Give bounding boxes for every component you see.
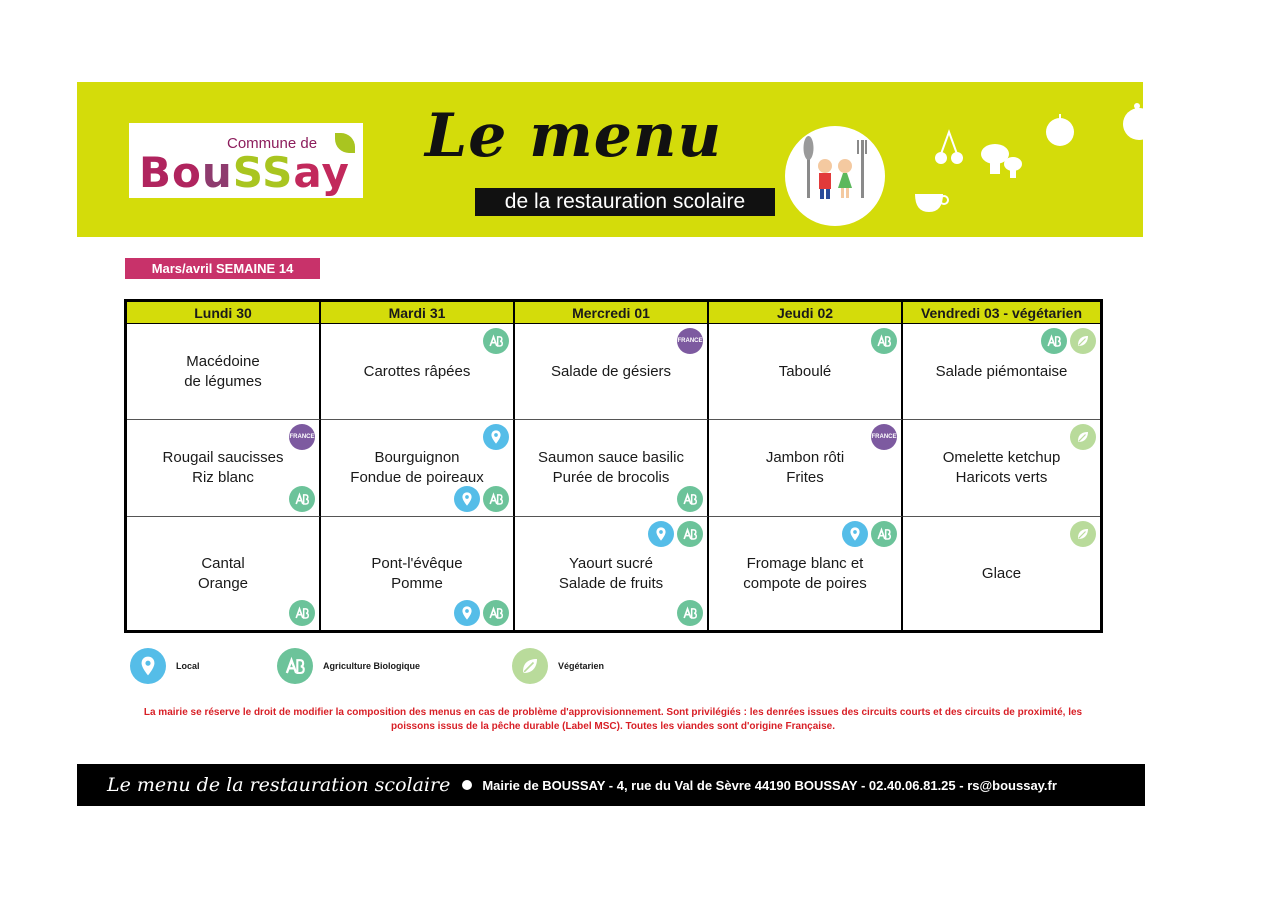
dish-line: Bourguignon bbox=[374, 449, 460, 466]
mushroom-icon bbox=[977, 142, 1023, 182]
dish-line: Salade de gésiers bbox=[550, 362, 672, 380]
legend-vegetarien bbox=[512, 648, 604, 684]
badges-bottom bbox=[289, 600, 315, 626]
day-header: Jeudi 02 bbox=[709, 302, 903, 324]
local-icon-glyph bbox=[845, 524, 865, 544]
logo-part-2: u bbox=[201, 148, 233, 197]
ab-bio-icon bbox=[871, 328, 897, 354]
dish-line: Haricots verts bbox=[955, 469, 1048, 486]
ab-bio-icon-glyph bbox=[292, 603, 312, 623]
logo-commune-text: Commune de bbox=[227, 135, 318, 152]
ab-bio-icon bbox=[289, 486, 315, 512]
dish-line: Riz blanc bbox=[192, 469, 254, 486]
badges-top bbox=[483, 424, 509, 450]
logo-part-4: ay bbox=[293, 148, 350, 197]
vegetarian-leaf-icon-glyph bbox=[1073, 331, 1093, 351]
kids-illustration bbox=[785, 126, 885, 226]
dish-line: Macédoine bbox=[186, 352, 260, 370]
ab-bio-icon bbox=[871, 521, 897, 547]
dish-line: Purée de brocolis bbox=[552, 469, 670, 486]
origine-france-icon: FRANCE bbox=[677, 328, 703, 354]
ab-bio-icon-glyph bbox=[292, 489, 312, 509]
legend-bio bbox=[277, 648, 420, 684]
local-icon-glyph bbox=[651, 524, 671, 544]
ab-bio-icon-glyph bbox=[486, 489, 506, 509]
origine-france-icon: FRANCE bbox=[871, 424, 897, 450]
ab-bio-icon bbox=[483, 486, 509, 512]
ab-bio-icon-glyph bbox=[680, 489, 700, 509]
vegetarian-leaf-icon bbox=[1070, 521, 1096, 547]
menu-cell bbox=[515, 517, 709, 630]
week-label: Mars/avril SEMAINE 14 bbox=[125, 258, 320, 279]
menu-cell bbox=[515, 324, 709, 420]
ab-bio-icon bbox=[1041, 328, 1067, 354]
local-icon bbox=[483, 424, 509, 450]
local-icon-glyph bbox=[486, 427, 506, 447]
ab-bio-icon-glyph bbox=[281, 652, 309, 680]
logo-part-1: Bo bbox=[139, 148, 202, 197]
badges-top bbox=[871, 328, 897, 354]
dish-line: Saumon sauce basilic bbox=[538, 449, 684, 466]
menu-cell bbox=[127, 420, 321, 517]
dish-line: de légumes bbox=[184, 372, 262, 390]
vegetarian-leaf-icon bbox=[512, 648, 548, 684]
dish-line: Pont-l'évêque bbox=[371, 554, 463, 572]
dish-line: Pomme bbox=[391, 574, 443, 592]
local-icon bbox=[842, 521, 868, 547]
logo-part-3: SS bbox=[232, 148, 294, 197]
menu-cell bbox=[709, 324, 903, 420]
dish-line: Omelette ketchup bbox=[942, 449, 1061, 466]
supply-notice: La mairie se réserve le droit de modifier la composition des menus en cas de problème d'approvisionnement. Sont privilégiés : les denrées issues des circuits courts et des circuits de proximité, les poissons issus de la pêche durable (Label MSC). Toutes les viandes sont d'origine Française. bbox=[143, 707, 1083, 732]
dish-line: Frites bbox=[786, 469, 824, 486]
footer-contact: Mairie de BOUSSAY - 4, rue du Val de Sèvre 44190 BOUSSAY - 02.40.06.81.25 - rs@boussay.fr bbox=[482, 777, 1057, 793]
badges-bottom bbox=[677, 600, 703, 626]
dish-line: Salade piémontaise bbox=[935, 362, 1068, 380]
legend-local-label: Local bbox=[176, 661, 200, 671]
teapot-icon bbox=[1117, 102, 1143, 142]
cup-icon bbox=[913, 192, 949, 216]
dish-line: Yaourt sucré bbox=[569, 554, 653, 572]
badges-top bbox=[1070, 521, 1096, 547]
badges-top bbox=[677, 328, 703, 354]
footer-bullet-icon bbox=[462, 780, 472, 790]
ab-bio-icon bbox=[289, 600, 315, 626]
menu-cell bbox=[903, 324, 1100, 420]
day-header: Mardi 31 bbox=[321, 302, 515, 324]
ab-bio-icon-glyph bbox=[874, 524, 894, 544]
menu-cell bbox=[515, 420, 709, 517]
logo-boussay-text bbox=[139, 148, 350, 197]
day-header: Vendredi 03 - végétarien bbox=[903, 302, 1100, 324]
apple-icon bbox=[1042, 112, 1078, 148]
local-icon bbox=[454, 600, 480, 626]
ab-bio-icon bbox=[483, 600, 509, 626]
vegetarian-leaf-icon bbox=[1070, 328, 1096, 354]
legend-local bbox=[130, 648, 200, 684]
dish-line: Fondue de poireaux bbox=[350, 469, 484, 486]
ab-bio-icon bbox=[483, 328, 509, 354]
ab-bio-icon bbox=[277, 648, 313, 684]
badges-bottom bbox=[289, 486, 315, 512]
dish-line: compote de poires bbox=[743, 574, 867, 592]
ab-bio-icon-glyph bbox=[486, 331, 506, 351]
local-icon-glyph bbox=[457, 603, 477, 623]
badges-top bbox=[483, 328, 509, 354]
badges-top bbox=[1041, 328, 1096, 354]
kids-cutlery-icon bbox=[785, 126, 885, 226]
vegetarian-leaf-icon-glyph bbox=[1073, 524, 1093, 544]
local-icon bbox=[130, 648, 166, 684]
dish-line: Taboulé bbox=[778, 362, 832, 380]
ab-bio-icon bbox=[677, 600, 703, 626]
header-banner bbox=[77, 82, 1143, 237]
badges-top bbox=[1070, 424, 1096, 450]
badges-bottom bbox=[454, 600, 509, 626]
cherries-icon bbox=[933, 128, 963, 166]
menu-cell bbox=[127, 324, 321, 420]
dish-line: Glace bbox=[981, 564, 1022, 582]
menu-cell bbox=[321, 324, 515, 420]
ab-bio-icon bbox=[677, 486, 703, 512]
badges-top bbox=[648, 521, 703, 547]
commune-logo bbox=[129, 123, 363, 198]
page-title: Le menu bbox=[425, 101, 723, 171]
menu-cell bbox=[321, 517, 515, 630]
menu-cell bbox=[321, 420, 515, 517]
menu-cell bbox=[903, 517, 1100, 630]
page-subtitle: de la restauration scolaire bbox=[475, 188, 775, 216]
badges-top bbox=[871, 424, 897, 450]
dish-line: Fromage blanc et bbox=[746, 554, 864, 572]
dish-line: Jambon rôti bbox=[765, 449, 845, 466]
origine-france-icon: FRANCE bbox=[289, 424, 315, 450]
legend-bio-label: Agriculture Biologique bbox=[323, 661, 421, 671]
ab-bio-icon-glyph bbox=[486, 603, 506, 623]
vegetarian-leaf-icon bbox=[1070, 424, 1096, 450]
footer-bar bbox=[77, 764, 1145, 806]
ab-bio-icon-glyph bbox=[680, 603, 700, 623]
menu-cell bbox=[709, 420, 903, 517]
dish-line: Cantal bbox=[201, 554, 245, 572]
dish-line: Carottes râpées bbox=[363, 362, 471, 380]
ab-bio-icon bbox=[677, 521, 703, 547]
local-icon-glyph bbox=[457, 489, 477, 509]
day-header: Lundi 30 bbox=[127, 302, 321, 324]
local-icon bbox=[648, 521, 674, 547]
vegetarian-leaf-icon-glyph bbox=[516, 652, 544, 680]
ab-bio-icon-glyph bbox=[680, 524, 700, 544]
dish-line: Rougail saucisses bbox=[162, 449, 284, 466]
menu-cell bbox=[127, 517, 321, 630]
footer-title: Le menu de la restauration scolaire bbox=[107, 774, 451, 796]
local-icon-glyph bbox=[134, 652, 162, 680]
menu-cell bbox=[709, 517, 903, 630]
badges-bottom bbox=[677, 486, 703, 512]
menu-table bbox=[124, 299, 1103, 633]
day-header: Mercredi 01 bbox=[515, 302, 709, 324]
local-icon bbox=[454, 486, 480, 512]
badges-bottom bbox=[454, 486, 509, 512]
legend-vegetarien-label: Végétarien bbox=[558, 661, 605, 671]
dish-line: Salade de fruits bbox=[558, 574, 664, 592]
dish-line: Orange bbox=[197, 574, 249, 592]
ab-bio-icon-glyph bbox=[874, 331, 894, 351]
ab-bio-icon-glyph bbox=[1044, 331, 1064, 351]
badges-top bbox=[842, 521, 897, 547]
vegetarian-leaf-icon-glyph bbox=[1073, 427, 1093, 447]
badges-top bbox=[289, 424, 315, 450]
menu-cell bbox=[903, 420, 1100, 517]
